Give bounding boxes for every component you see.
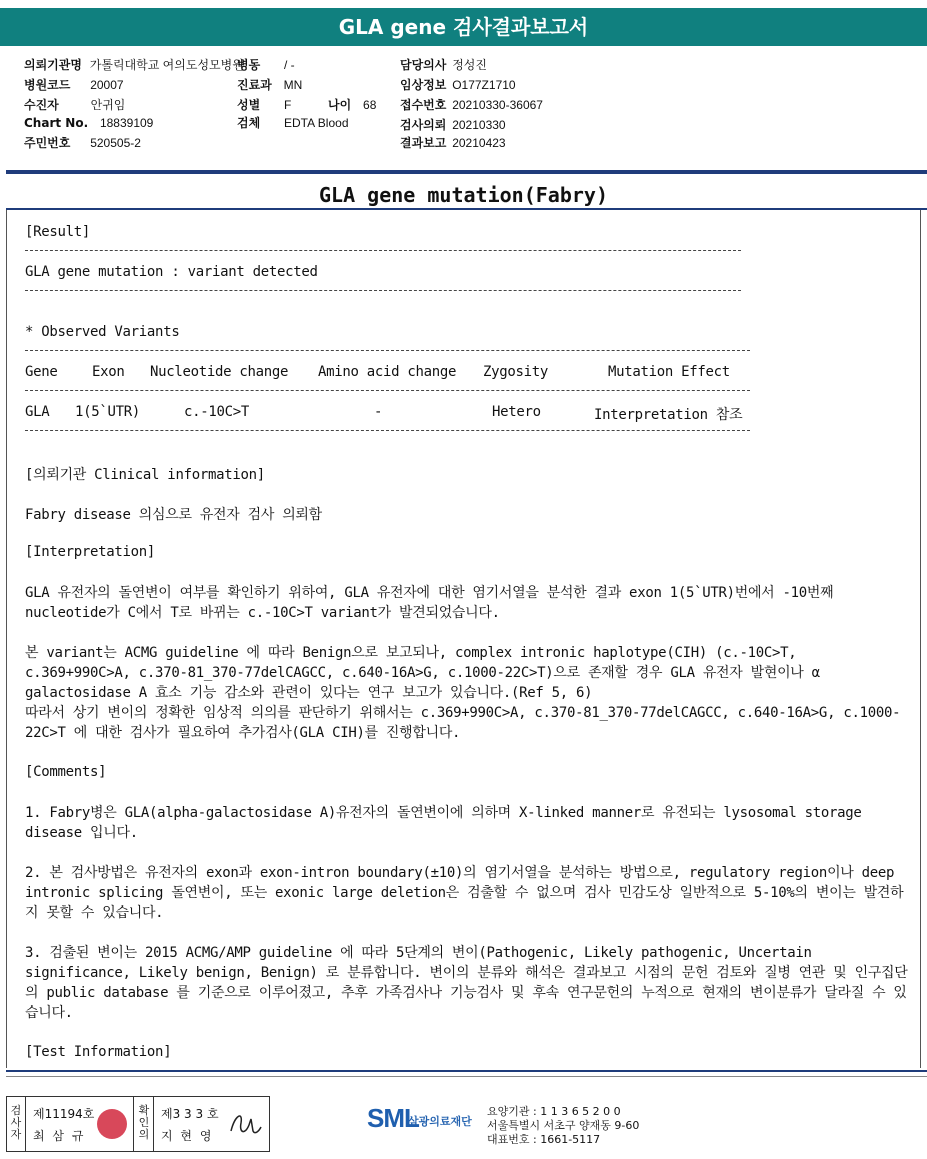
comment-2: 2. 본 검사방법은 유전자의 exon과 exon-intron boundary(±10)의 염기서열을 분석하는 방법으로, regulatory region이나 deep intronic splicing 돌연변이, 또는 exonic large deletion은 검출할 수 없으며 검사 민감도상 일반적으로 5-10%의 변이는 발견하지 못할 수 있습니다.	[25, 865, 904, 921]
clinical-text: Fabry disease 의심으로 유전자 검사 의뢰함	[25, 507, 322, 523]
dash-line	[25, 290, 741, 291]
age-label: 나이	[328, 98, 352, 112]
specimen-value: EDTA Blood	[284, 116, 349, 130]
sml-subtitle: 삼광의료재단	[408, 1115, 472, 1128]
dash-line	[25, 350, 750, 351]
col-amino-acid: Amino acid change	[318, 364, 457, 380]
clinical-heading: [의뢰기관 Clinical information]	[25, 467, 265, 483]
examiner-label: 검사자	[10, 1104, 22, 1141]
signature-image	[225, 1105, 265, 1141]
sig-divider	[153, 1097, 154, 1151]
col-gene: Gene	[25, 364, 58, 380]
report-date-label: 결과보고	[400, 136, 447, 150]
cell-nucleotide: c.-10C>T	[184, 404, 250, 420]
hospital-code-label: 병원코드	[24, 78, 71, 92]
interpretation-paragraph-2: 본 variant는 ACMG guideline 에 따라 Benign으로 보고되나, complex intronic haplotype(CIH) (c.-10C>T, c.369+990C>A, c.370-81_370-77delCAGCC, c.640-16A>G, c.1000-22C>T)으로 존재할 경우 GLA 유전자 발현이나 α galactosidase A 효소 기능 감소와 관련이 있다는 연구 보고가 있습니다.(Ref 5, 6)	[25, 645, 820, 701]
sml-logo: SML	[367, 1103, 419, 1133]
clinical-value: O177Z1710	[452, 78, 516, 92]
rrn-value: 520505-2	[90, 136, 141, 150]
sex-value: F	[284, 98, 292, 112]
cell-zygosity: Hetero	[492, 404, 541, 420]
chart-label: Chart No.	[24, 116, 89, 130]
header-divider	[6, 170, 927, 174]
section-divider	[6, 208, 927, 210]
institution-label: 의뢰기관명	[24, 58, 82, 72]
examiner-name: 최 삼 규	[33, 1129, 86, 1143]
hospital-code-value: 20007	[90, 78, 124, 92]
interpretation-paragraph-3: 따라서 상기 변이의 정확한 임상적 의의를 판단하기 위해서는 c.369+990C>A, c.370-81_370-77delCAGCC, c.640-16A>G, c.1000-22C>T 에 대한 검사가 필요하여 추가검사(GLA CIH)를 진행합니다.	[25, 705, 901, 741]
sig-divider	[25, 1097, 26, 1151]
col-effect: Mutation Effect	[608, 364, 730, 380]
col-nucleotide: Nucleotide change	[150, 364, 289, 380]
frame-left	[6, 210, 7, 1068]
frame-right	[920, 210, 921, 1068]
patient-value: 안귀임	[90, 98, 126, 112]
col-exon: Exon	[92, 364, 125, 380]
chart-value: 18839109	[99, 116, 154, 130]
cell-gene: GLA	[25, 404, 50, 420]
comments-heading: [Comments]	[25, 764, 107, 780]
dept-label: 진료과	[237, 78, 272, 92]
signature-box	[6, 1096, 270, 1152]
org-address: 서울특별시 서초구 양재동 9-60	[487, 1119, 640, 1132]
interpretation-paragraph-1: GLA 유전자의 돌연변이 여부를 확인하기 위하여, GLA 유전자에 대한 염기서열을 분석한 결과 exon 1(5`UTR)번에서 -10번째 nucleotide가 C에서 T로 바뀌는 c.-10C>T variant가 발견되었습니다.	[25, 585, 834, 621]
confirmer-license: 제3 3 3 호	[161, 1107, 219, 1121]
doctor-label: 담당의사	[400, 58, 447, 72]
section-title: GLA gene mutation(Fabry)	[319, 183, 608, 207]
dash-line	[25, 250, 741, 251]
comment-1: 1. Fabry병은 GLA(alpha-galactosidase A)유전자의 돌연변이에 의하며 X-linked manner로 유전되는 lysosomal storage disease 입니다.	[25, 805, 862, 841]
request-value: 20210330	[452, 118, 506, 132]
cell-exon: 1(5`UTR)	[75, 404, 141, 420]
dash-line	[25, 390, 750, 391]
confirmer-name: 지 현 영	[161, 1129, 214, 1143]
interpretation-heading: [Interpretation]	[25, 544, 156, 560]
sex-label: 성별	[237, 98, 261, 112]
footer-divider-thin	[6, 1076, 927, 1077]
cell-effect: Interpretation 참조	[594, 407, 743, 423]
seal-stamp	[97, 1109, 127, 1139]
reception-label: 접수번호	[400, 98, 447, 112]
result-heading: [Result]	[25, 224, 91, 240]
rrn-label: 주민번호	[24, 136, 71, 150]
report-title: GLA gene 검사결과보고서	[0, 8, 927, 46]
institution-row	[24, 56, 244, 73]
reception-value: 20210330-36067	[452, 98, 543, 112]
test-info-heading: [Test Information]	[25, 1044, 172, 1060]
patient-label: 수진자	[24, 98, 59, 112]
ward-label: 병동	[237, 58, 261, 72]
examiner-license: 제11194호	[33, 1107, 95, 1121]
doctor-value: 정성진	[452, 58, 487, 72]
comment-3: 3. 검출된 변이는 2015 ACMG/AMP guideline 에 따라 5단계의 변이(Pathogenic, Likely pathogenic, Uncertain significance, Likely benign, Benign) 로 분류합니다. 변이의 분류와 해석은 결과보고 시점의 문헌 검토와 질병 연관 및 인구집단의 public database 를 기준으로 이루어졌고, 추후 가족검사나 기능검사 및 후속 연구문헌의 누적으로 현재의 변이분류가 달라질 수 있습니다.	[25, 945, 908, 1021]
cell-amino-acid: -	[374, 404, 383, 420]
org-code: 요양기관 : 1 1 3 6 5 2 0 0	[487, 1105, 621, 1118]
confirmer-label: 확인의	[138, 1104, 150, 1141]
dept-value: MN	[283, 78, 303, 92]
ward-value: / -	[284, 58, 295, 72]
request-label: 검사의뢰	[400, 118, 447, 132]
age-value: 68	[363, 98, 377, 112]
clinical-label: 임상정보	[400, 78, 447, 92]
dash-line	[25, 430, 750, 431]
specimen-label: 검체	[237, 116, 261, 130]
result-summary: GLA gene mutation : variant detected	[25, 264, 318, 280]
report-date-value: 20210423	[452, 136, 506, 150]
col-zygosity: Zygosity	[483, 364, 549, 380]
observed-heading: * Observed Variants	[25, 324, 180, 340]
institution-value: 가톨릭대학교 여의도성모병원	[89, 58, 244, 72]
footer-divider-top	[6, 1070, 927, 1072]
sig-divider	[133, 1097, 134, 1151]
org-phone: 대표번호 : 1661-5117	[487, 1133, 601, 1146]
